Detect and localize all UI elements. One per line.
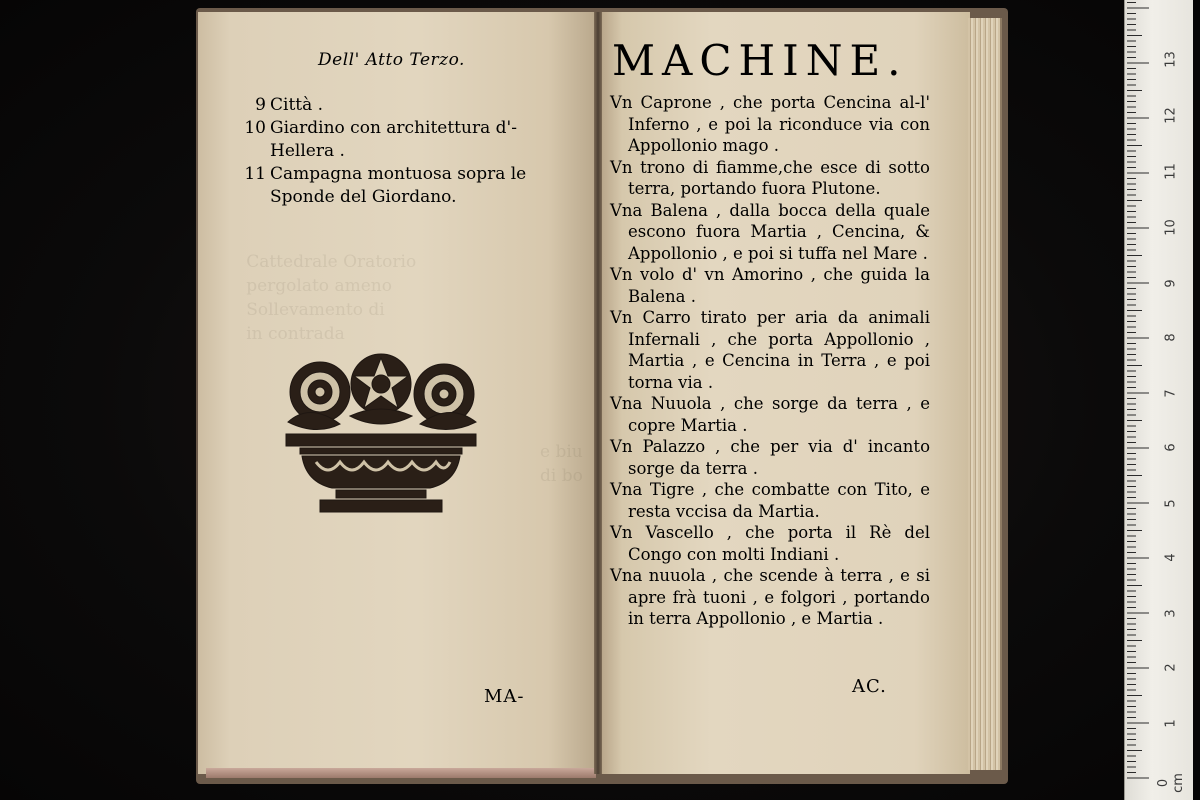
machine-item: Vn Caprone , che porta Cencina al-l' Inferno , e poi la riconduce via con Appollonio mago . [610, 93, 930, 155]
scene-text: Città . [270, 95, 324, 115]
ruler-ticks [1125, 0, 1193, 800]
machine-item: Vn Palazzo , che per via d' incanto sorge da terra . [610, 437, 930, 478]
flower-basket-woodcut [280, 352, 482, 518]
machine-item: Vn Vascello , che porta il Rè del Congo con molti Indiani . [610, 523, 930, 564]
ruler-label: 10 [1163, 219, 1179, 236]
show-through-text: Cattedrale Oratorio pergolato ameno Sollevamento di in contrada [246, 252, 417, 344]
machine-item: Vn volo d' vn Amorino , che guida la Balena . [610, 265, 930, 306]
catchword: MA- [484, 686, 525, 707]
scene-item [238, 117, 578, 163]
machine-list [610, 92, 930, 630]
ruler-label: 7 [1163, 389, 1179, 398]
ruler-label: 6 [1163, 443, 1179, 452]
scene-number: 10 [244, 118, 266, 138]
ruler-label: 5 [1163, 499, 1179, 508]
scene-text: Sponde del Giordano. [270, 187, 457, 207]
scene-item [238, 94, 578, 117]
page-title: MACHINE. [612, 36, 908, 85]
ruler-label: 8 [1163, 333, 1179, 342]
machine-item: Vn Carro tirato per aria da animali Infernali , che porta Appollonio , Martia , e Cencina in Terra , e poi torna via . [610, 308, 930, 392]
machine-item: Vna Balena , dalla bocca della quale escono fuora Martia , Cencina, & Appollonio , e poi si tuffa nel Mare . [610, 200, 930, 263]
ruler-label: 11 [1163, 163, 1179, 180]
page-bottom-edge [206, 768, 596, 778]
measuring-ruler [1124, 0, 1193, 800]
catchword: AC. [852, 676, 887, 697]
scene-text: Hellera . [270, 141, 345, 161]
ruler-label: 1 [1163, 719, 1179, 728]
ruler-label: 3 [1163, 609, 1179, 618]
scene-text: Campagna montuosa sopra le [270, 164, 527, 184]
book-gutter [594, 12, 602, 774]
machine-item: Vna nuuola , che scende à terra , e si apre frà tuoni , e folgori , portando in terra Appollonio , e Martia . [610, 566, 930, 628]
ruler-label: 12 [1163, 107, 1179, 124]
machine-item: Vna Tigre , che combatte con Tito, e resta vccisa da Martia. [610, 480, 930, 521]
ruler-label: 4 [1163, 553, 1179, 562]
scene-item [238, 163, 578, 209]
ruler-label: 2 [1163, 663, 1179, 672]
machine-item: Vn trono di fiamme,che esce di sotto terra, portando fuora Plutone. [610, 157, 930, 198]
ruler-label: 0 cm [1156, 773, 1186, 793]
page-heading: Dell' Atto Terzo. [318, 50, 465, 70]
page-fore-edge [968, 18, 1002, 770]
ruler-label: 9 [1163, 279, 1179, 288]
scene-number: 9 [255, 95, 266, 115]
ruler-label: 13 [1163, 51, 1179, 68]
show-through-text: e biu di bo [540, 442, 583, 486]
scene-text: Giardino con architettura d'- [270, 118, 517, 138]
machine-item: Vna Nuuola , che sorge da terra , e copre Martia . [610, 394, 930, 435]
scene-list [238, 94, 578, 209]
scene-number: 11 [244, 164, 266, 184]
